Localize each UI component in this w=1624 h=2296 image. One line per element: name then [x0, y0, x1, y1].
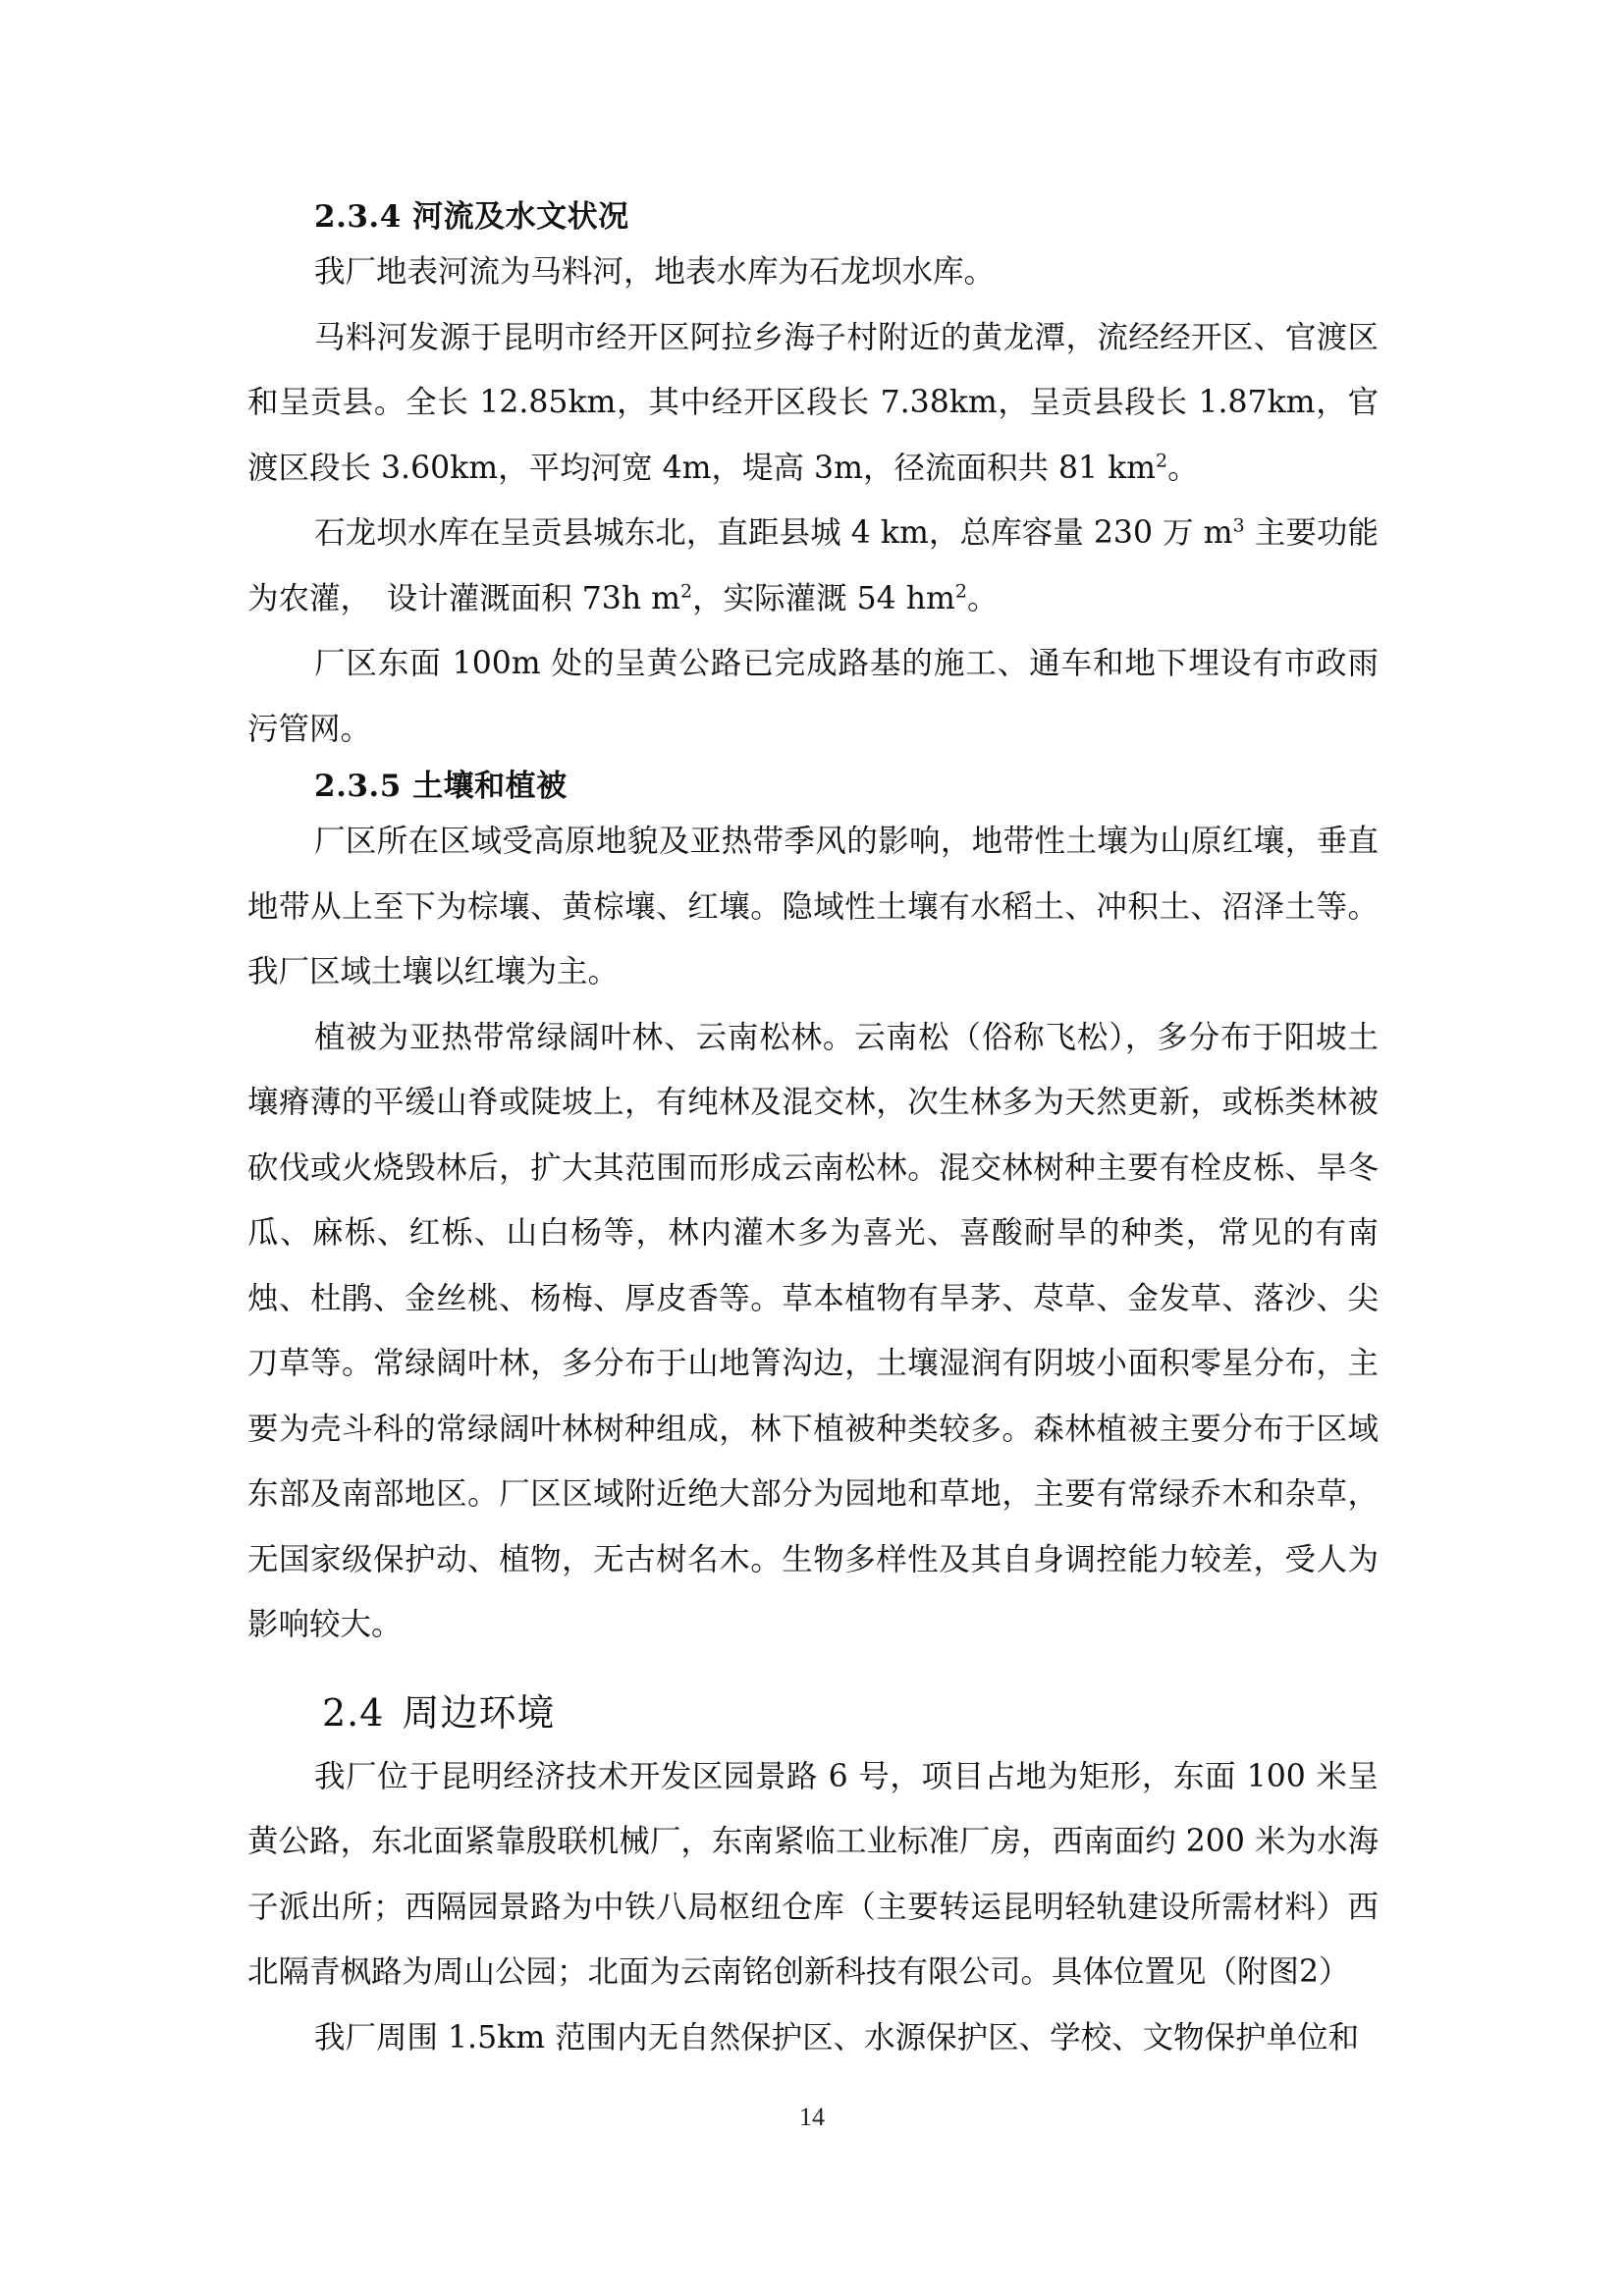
section-heading-2-3-5: 2.3.5 土壤和植被	[314, 769, 568, 804]
paragraph-shilongba-reservoir	[247, 501, 1379, 631]
section-title: 周边环境	[402, 1690, 556, 1735]
superscript: 3	[1232, 514, 1245, 537]
paragraph-text: 主要功能为农灌， 设计灌溉面积 73h m	[247, 515, 1379, 616]
paragraph-text: 石龙坝水库在呈贡县城东北，直距县城 4 km，总库容量 230 万 m	[314, 515, 1233, 551]
paragraph-text: 。	[1167, 450, 1199, 486]
paragraph-maliao-river	[247, 305, 1379, 502]
paragraph-text: 马料河发源于昆明市经开区阿拉乡海子村附近的黄龙潭，流经经开区、官渡区和呈贡县。全长 12.85km，其中经开区段长 7.38km，呈贡县段长 1.87km，官渡区段长 3.60km，平均河宽 4m，堤高 3m，径流面积共 81 km	[247, 319, 1379, 486]
paragraph-text: ，实际灌溉 54 hm	[692, 580, 955, 616]
section-heading-2-3-4: 2.3.4 河流及水文状况	[314, 199, 629, 235]
superscript: 2	[954, 580, 967, 602]
superscript: 2	[1156, 450, 1168, 471]
paragraph-chenghuang-road: 厂区东面 100m 处的呈黄公路已完成路基的施工、通车和地下埋设有市政雨污管网。	[247, 646, 1379, 747]
paragraph-text: 。	[967, 580, 999, 616]
paragraph-river-summary: 我厂地表河流为马料河，地表水库为石龙坝水库。	[314, 254, 996, 290]
page-content	[247, 192, 1379, 2070]
paragraph-surroundings: 我厂位于昆明经济技术开发区园景路 6 号，项目占地为矩形，东面 100 米呈黄公路，东北面紧靠殷联机械厂，东南紧临工业标准厂房，西南面约 200 米为水海子派出所；西隔园景路为中铁八局枢纽仓库（主要转运昆明轻轨建设所需材料）西北隔青枫路为周山公园；北面为云南铭创新科技有限公司。具体位置见（附图2）	[247, 1758, 1379, 1990]
section-number: 2.4	[322, 1690, 385, 1735]
paragraph-vegetation: 植被为亚热带常绿阔叶林、云南松林。云南松（俗称飞松），多分布于阳坡土壤瘠薄的平缓山脊或陡坡上，有纯林及混交林，次生林多为天然更新，或栎类林被砍伐或火烧毁林后，扩大其范围而形成云南松林。混交林树种主要有栓皮栎、旱冬瓜、麻栎、红栎、山白杨等，林内灌木多为喜光、喜酸耐旱的种类，常见的有南烛、杜鹃、金丝桃、杨梅、厚皮香等。草本植物有旱茅、荩草、金发草、落沙、尖刀草等。常绿阔叶林，多分布于山地箐沟边，土壤湿润有阴坡小面积零星分布，主要为壳斗科的常绿阔叶林树种组成，林下植被种类较多。森林植被主要分布于区域东部及南部地区。厂区区域附近绝大部分为园地和草地，主要有常绿乔木和杂草，无国家级保护动、植物，无古树名木。生物多样性及其自身调控能力较差，受人为影响较大。	[247, 1019, 1379, 1642]
superscript: 2	[680, 580, 693, 602]
paragraph-protection-areas: 我厂周围 1.5km 范围内无自然保护区、水源保护区、学校、文物保护单位和	[314, 2019, 1360, 2056]
page-number: 14	[799, 2103, 825, 2131]
paragraph-soil: 厂区所在区域受高原地貌及亚热带季风的影响，地带性土壤为山原红壤，垂直地带从上至下为棕壤、黄棕壤、红壤。隐域性土壤有水稻土、冲积土、沼泽土等。我厂区域土壤以红壤为主。	[247, 824, 1379, 989]
section-heading-2-4	[322, 1683, 1379, 1742]
